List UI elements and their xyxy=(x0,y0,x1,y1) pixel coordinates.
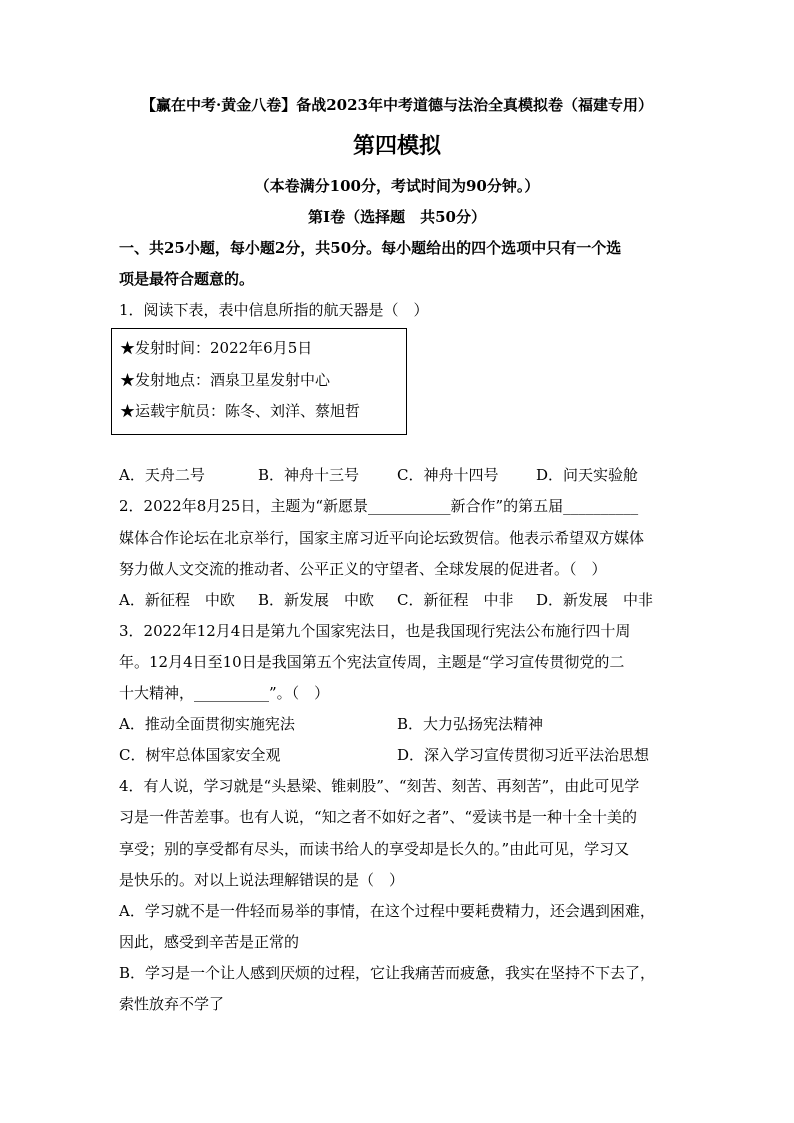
score-time-note: （本卷满分100分，考试时间为90分钟。） xyxy=(254,177,540,195)
question-4-option-a-line-2: 因此，感受到辛苦是正常的 xyxy=(119,933,300,951)
question-2-line-1: 2．2022年8月25日，主题为“新愿景___________新合作”的第五届__________ xyxy=(119,497,639,515)
question-2-option-c: C．新征程 中非 xyxy=(397,591,514,609)
question-2-option-a: A．新征程 中欧 xyxy=(119,591,235,609)
question-1-option-b: B．神舟十三号 xyxy=(258,466,360,484)
question-3-line-2: 年。12月4日至10日是我国第五个宪法宣传周，主题是“学习宣传贯彻党的二 xyxy=(119,653,625,671)
question-1-option-c: C．神舟十四号 xyxy=(397,466,499,484)
question-1-option-d: D．问天实验舱 xyxy=(536,466,639,484)
question-3-line-1: 3．2022年12月4日是第九个国家宪法日，也是我国现行宪法公布施行四十周 xyxy=(119,622,631,640)
question-4-line-4: 是快乐的。对以上说法理解错误的是（ ） xyxy=(119,871,405,889)
info-astronauts: ★运载宇航员：陈冬、刘洋、蔡旭哲 xyxy=(120,402,361,420)
question-2-option-b: B．新发展 中欧 xyxy=(258,591,375,609)
question-4-line-2: 习是一件苦差事。也有人说，“知之者不如好之者”、“爱读书是一种十全十美的 xyxy=(119,808,638,826)
question-1-stem: 1．阅读下表，表中信息所指的航天器是（ ） xyxy=(119,301,429,319)
section-heading: 第I卷（选择题 共50分） xyxy=(308,208,486,226)
question-2-option-d: D．新发展 中非 xyxy=(536,591,654,609)
instructions-line-1: 一、共25小题，每小题2分，共50分。每小题给出的四个选项中只有一个选 xyxy=(119,239,622,257)
question-4-option-b-line-1: B．学习是一个让人感到厌烦的过程，它让我痛苦而疲惫，我实在坚持不下去了， xyxy=(119,964,656,982)
info-launch-time: ★发射时间：2022年6月5日 xyxy=(120,339,313,357)
question-4-option-a-line-1: A．学习就不是一件轻而易举的事情，在这个过程中要耗费精力，还会遇到困难， xyxy=(119,902,655,920)
exam-title: 【赢在中考·黄金八卷】备战2023年中考道德与法治全真模拟卷（福建专用） xyxy=(141,96,653,114)
question-4-line-1: 4．有人说，学习就是“头悬梁、锥刺股”、“刻苦、刻苦、再刻苦”，由此可见学 xyxy=(119,777,640,795)
question-1-info-box xyxy=(111,328,407,435)
question-2-line-3: 努力做人文交流的推动者、公平正义的守望者、全球发展的促进者。（ ） xyxy=(119,560,607,578)
question-3-option-b: B．大力弘扬宪法精神 xyxy=(397,715,544,733)
question-3-option-a: A．推动全面贯彻实施宪法 xyxy=(119,715,295,733)
instructions-line-2: 项是最符合题意的。 xyxy=(119,270,255,288)
question-4-line-3: 享受；别的享受都有尽头，而读书给人的享受却是长久的。”由此可见，学习又 xyxy=(119,840,630,858)
question-1-option-a: A．天舟二号 xyxy=(119,466,205,484)
question-3-line-3: 十大精神，__________”。（ ） xyxy=(119,684,330,702)
question-4-option-b-line-2: 索性放弃不学了 xyxy=(119,995,225,1013)
info-launch-site: ★发射地点：酒泉卫星发射中心 xyxy=(120,371,331,389)
question-2-line-2: 媒体合作论坛在北京举行，国家主席习近平向论坛致贺信。他表示希望双方媒体 xyxy=(119,529,645,547)
question-3-option-d: D．深入学习宣传贯彻习近平法治思想 xyxy=(397,746,650,764)
question-3-option-c: C．树牢总体国家安全观 xyxy=(119,746,281,764)
mock-number-heading: 第四模拟 xyxy=(352,133,441,159)
